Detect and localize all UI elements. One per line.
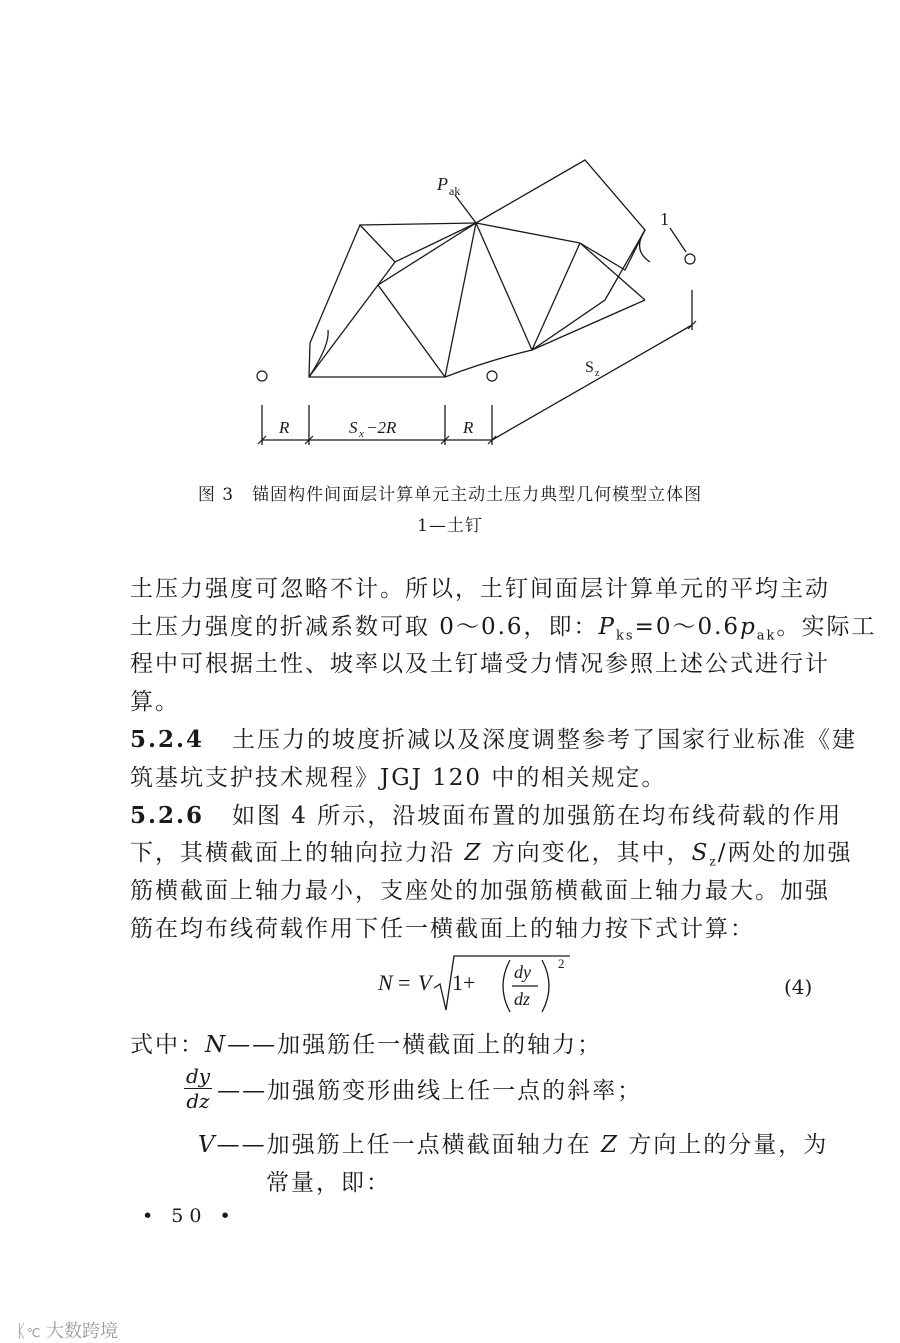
inner-edge [532, 300, 645, 350]
back-arc [640, 230, 650, 262]
equation-4 [370, 950, 610, 1020]
inner-edge [476, 223, 532, 350]
dim-line-sz [492, 325, 692, 440]
dim-mid-s: S [349, 418, 358, 437]
label-pak-sub: ak [449, 184, 461, 198]
eq-one-plus: 1+ [452, 970, 476, 995]
label-1-pointer [670, 228, 686, 252]
label-sz-sub: z [595, 368, 600, 379]
soil-nail-circle [685, 254, 695, 264]
paragraph-line: 算。 [130, 689, 180, 715]
eq-num: dy [514, 962, 531, 982]
dim-r-left: R [279, 418, 290, 437]
section-5-2-4: 5.2.4 土压力的坡度折减以及深度调整参考了国家行业标准《建 [130, 726, 857, 753]
paragraph-line: 土压力强度的折减系数可取 0～0.6，即：$P_{ks}=0\sim 0.6p_{ak}$。实际工 [130, 614, 877, 644]
watermark-logo-icon: ᛕ℃ [16, 1321, 41, 1342]
eq-v: V [418, 970, 432, 995]
inner-edge [378, 223, 476, 285]
definition-v: V——加强筋上任一点横截面轴力在 Z 方向上的分量，为 [198, 1132, 829, 1158]
figure-caption: 图 3 锚固构件间面层计算单元主动土压力典型几何模型立体图 [197, 485, 703, 505]
figure-3-diagram [0, 0, 900, 540]
section-number: 5.2.4 [130, 726, 205, 753]
definition-v-line2: 常量，即： [266, 1170, 391, 1196]
inner-edge [360, 223, 476, 225]
equation-number: (4) [784, 975, 813, 999]
figure-legend: 1—土钉 [417, 516, 483, 536]
eq-power: 2 [558, 956, 565, 971]
slope-text: ——加强筋变形曲线上任一点的斜率； [217, 1078, 643, 1104]
soil-nail-circle [487, 371, 497, 381]
label-pak: P [437, 174, 448, 194]
paragraph-line: 土压力强度可忽略不计。所以，土钉间面层计算单元的平均主动 [130, 576, 830, 602]
inner-edge [580, 230, 645, 270]
section-number: 5.2.6 [130, 802, 205, 829]
eq-den: dz [514, 989, 531, 1009]
label-soil-nail: 1 [660, 209, 669, 229]
watermark: ᛕ℃ 大数跨境 [16, 1321, 119, 1342]
section-5-2-6: 5.2.6 如图 4 所示，沿坡面布置的加强筋在均布线荷载的作用 [130, 802, 843, 829]
label-sz: S [585, 359, 594, 376]
inner-edge [580, 243, 645, 300]
page-number: • 50 • [142, 1205, 237, 1227]
paren-right [542, 960, 549, 1012]
eq-equals: = [398, 970, 411, 995]
soil-nail-circle [257, 371, 267, 381]
inner-edge [445, 223, 476, 377]
dim-mid-sub: x [359, 428, 364, 440]
paragraph-line: 下，其横截面上的轴向拉力沿 Z 方向变化，其中，$S_z/$两处的加强 [130, 840, 853, 869]
paragraph-line: 筋横截面上轴力最小，支座处的加强筋横截面上轴力最大。加强 [130, 878, 830, 904]
slope-num: dy [185, 1064, 211, 1088]
inner-edge [476, 223, 580, 243]
paragraph-line: 筑基坑支护技术规程》JGJ 120 中的相关规定。 [130, 765, 667, 791]
slope-den: dz [186, 1089, 210, 1113]
dim-r-right: R [463, 418, 474, 437]
paren-left [503, 960, 510, 1012]
definition-slope [184, 1064, 642, 1113]
paragraph-line: 程中可根据土性、坡率以及土钉墙受力情况参照上述公式进行计 [130, 651, 830, 677]
eq-lhs: N [378, 970, 393, 995]
paragraph-line: 筋在均布线荷载作用下任一横截面上的轴力按下式计算： [130, 916, 755, 942]
slope-outline [309, 160, 645, 377]
inner-edge [309, 285, 378, 377]
pak-pointer [455, 195, 476, 223]
dim-mid-tail: −2R [366, 418, 397, 437]
definition-n: 式中：N——加强筋任一横截面上的轴力； [130, 1032, 603, 1058]
